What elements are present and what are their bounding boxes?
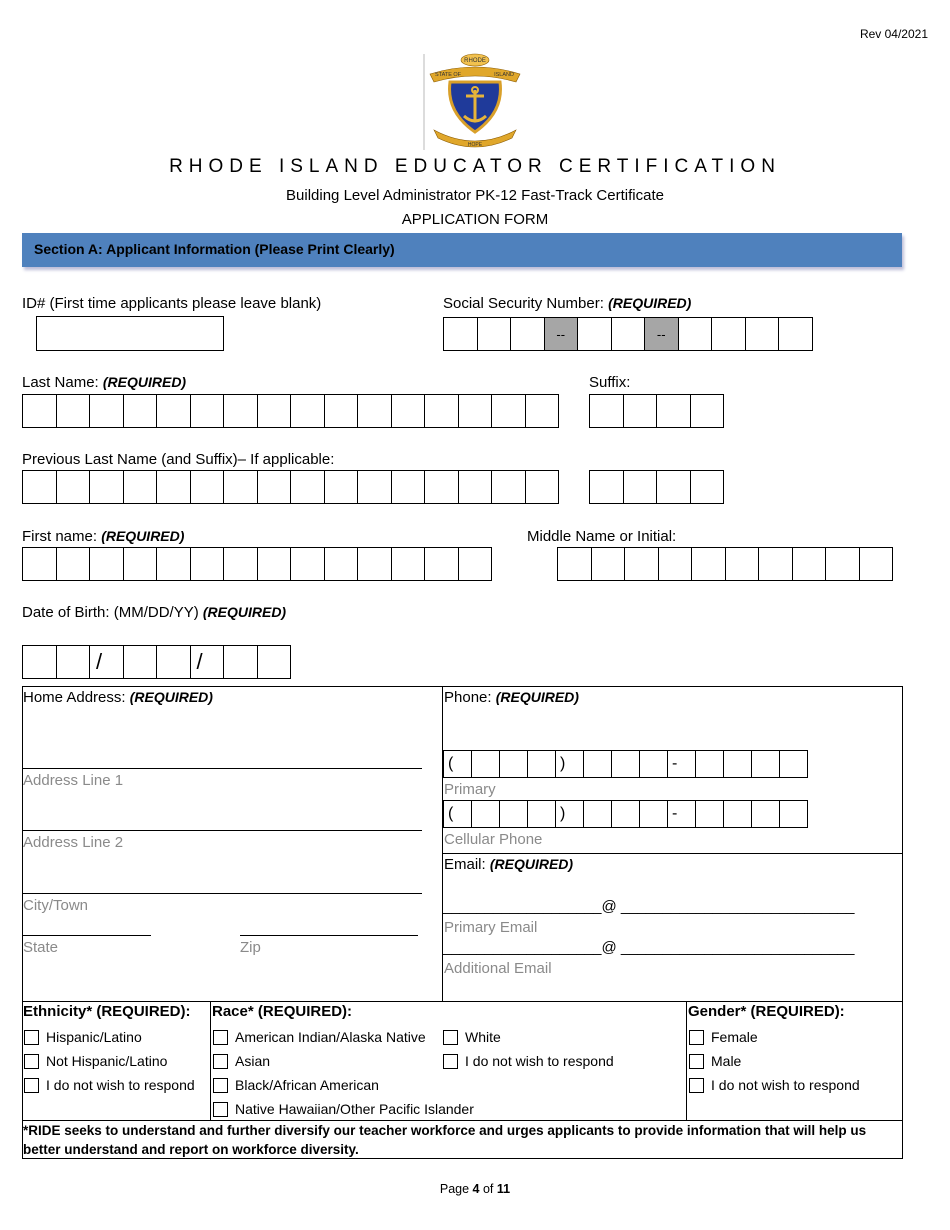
- checkbox[interactable]: [689, 1030, 704, 1045]
- letter-cell[interactable]: [191, 547, 225, 581]
- ssn-cell[interactable]: [612, 317, 646, 351]
- letter-cell[interactable]: [325, 547, 359, 581]
- letter-cell[interactable]: [90, 470, 124, 504]
- checkbox[interactable]: [213, 1030, 228, 1045]
- phone-cell[interactable]: [528, 750, 556, 778]
- option-label: I do not wish to respond: [465, 1053, 614, 1069]
- option-label: Native Hawaiian/Other Pacific Islander: [235, 1101, 474, 1117]
- race-option[interactable]: [213, 1098, 474, 1120]
- option-label: Male: [711, 1053, 742, 1069]
- diversity-note: *RIDE seeks to understand and further diversify our teacher workforce and urges applicants to provide information that will help us better understand and report on workforce diversity.: [23, 1123, 867, 1157]
- option-label: Female: [711, 1029, 758, 1045]
- letter-cell[interactable]: [592, 547, 626, 581]
- of-word: of: [482, 1182, 494, 1196]
- letter-cell[interactable]: [124, 394, 158, 428]
- last-name-label-group: [22, 374, 186, 391]
- page-total: 11: [496, 1182, 511, 1196]
- id-input[interactable]: [36, 316, 224, 351]
- gender-option[interactable]: [689, 1050, 860, 1072]
- letter-cell[interactable]: [860, 547, 894, 581]
- checkbox[interactable]: [213, 1054, 228, 1069]
- phone-cell[interactable]: [640, 800, 668, 828]
- dob-label-group: [22, 604, 286, 621]
- letter-cell[interactable]: [325, 470, 359, 504]
- checkbox[interactable]: [24, 1030, 39, 1045]
- dob-cell[interactable]: [224, 645, 258, 679]
- ssn-required: (REQUIRED): [608, 295, 692, 311]
- race-option[interactable]: [443, 1050, 614, 1072]
- phone-cell[interactable]: [500, 750, 528, 778]
- letter-cell[interactable]: [124, 547, 158, 581]
- phone-open-paren: (: [448, 755, 454, 772]
- checkbox[interactable]: [24, 1054, 39, 1069]
- ethnicity-option[interactable]: [24, 1074, 195, 1096]
- phone-cell[interactable]: [780, 800, 808, 828]
- dob-cell[interactable]: [258, 645, 292, 679]
- phone-cell[interactable]: [444, 800, 472, 828]
- race-option[interactable]: [213, 1050, 474, 1072]
- dob-required: (REQUIRED): [202, 604, 287, 620]
- first-name-label: First name:: [22, 528, 98, 545]
- ethnicity-option[interactable]: [24, 1050, 195, 1072]
- letter-cell[interactable]: [157, 470, 191, 504]
- home-address-required: (REQUIRED): [129, 689, 213, 705]
- letter-cell[interactable]: [224, 547, 258, 581]
- letter-cell[interactable]: [124, 470, 158, 504]
- phone-cell[interactable]: [556, 800, 584, 828]
- letter-cell[interactable]: [759, 547, 793, 581]
- phone-required: (REQUIRED): [495, 689, 579, 705]
- phone-cell[interactable]: [696, 750, 724, 778]
- ssn-cell[interactable]: [712, 317, 746, 351]
- option-label: Not Hispanic/Latino: [46, 1053, 168, 1069]
- middle-name-input[interactable]: [557, 547, 893, 581]
- letter-cell[interactable]: [258, 394, 292, 428]
- dob-input[interactable]: [22, 645, 291, 679]
- ssn-cell[interactable]: [779, 317, 813, 351]
- ssn-cell[interactable]: [511, 317, 545, 351]
- cellular-phone-caption: Cellular Phone: [444, 831, 543, 848]
- phone-cell[interactable]: [584, 800, 612, 828]
- page-current: 4: [472, 1182, 480, 1196]
- letter-cell[interactable]: [258, 547, 292, 581]
- letter-cell[interactable]: [691, 470, 725, 504]
- dob-separator: /: [96, 649, 103, 674]
- race-gender-divider: [686, 1001, 687, 1120]
- phone-cell[interactable]: [780, 750, 808, 778]
- phone-email-divider: [442, 853, 903, 854]
- dob-cell[interactable]: [23, 645, 57, 679]
- dob-cell[interactable]: [90, 645, 124, 679]
- dob-cell[interactable]: [157, 645, 191, 679]
- letter-cell[interactable]: [291, 470, 325, 504]
- race-option[interactable]: [443, 1026, 614, 1048]
- phone-cell[interactable]: [752, 800, 780, 828]
- letter-cell[interactable]: [624, 470, 658, 504]
- letter-cell[interactable]: [558, 547, 592, 581]
- ssn-input[interactable]: [443, 317, 813, 351]
- seal-left-text: STATE OF: [434, 72, 462, 78]
- letter-cell[interactable]: [425, 547, 459, 581]
- rhode-island-seal-logo: [420, 52, 530, 152]
- phone-cell[interactable]: [752, 750, 780, 778]
- id-label: ID# (First time applicants please leave blank): [22, 295, 322, 312]
- email-label: Email:: [444, 856, 486, 873]
- letter-cell[interactable]: [459, 394, 493, 428]
- section-a-header: [22, 233, 902, 267]
- last-name-label: Last Name:: [22, 374, 99, 391]
- phone-open-paren: (: [448, 805, 454, 822]
- city-caption: City/Town: [23, 897, 89, 914]
- dob-label: Date of Birth: (MM/DD/YY): [22, 604, 199, 621]
- home-address-label: Home Address:: [23, 689, 126, 706]
- option-label: Black/African American: [235, 1077, 379, 1093]
- race-option[interactable]: [213, 1074, 474, 1096]
- checkbox[interactable]: [689, 1078, 704, 1093]
- address-line1-caption: Address Line 1: [23, 772, 124, 789]
- seal-bottom-text: HOPE: [467, 142, 483, 148]
- email-required: (REQUIRED): [489, 856, 574, 872]
- gender-option[interactable]: [689, 1074, 860, 1096]
- phone-dash: -: [672, 755, 678, 772]
- revision-date: Rev 04/2021: [859, 27, 928, 41]
- ssn-separator: --: [645, 317, 679, 351]
- ethnicity-race-divider: [210, 1001, 211, 1120]
- gender-options: [689, 1026, 860, 1096]
- phone-cell[interactable]: [612, 750, 640, 778]
- address-line2-input[interactable]: [23, 830, 422, 831]
- phone-cell[interactable]: [528, 800, 556, 828]
- email-label-group: [444, 856, 573, 873]
- option-label: White: [465, 1029, 501, 1045]
- primary-email-input[interactable]: ___________________@ ____________________________: [443, 898, 855, 915]
- middle-name-label: Middle Name or Initial:: [527, 528, 677, 545]
- race-title: Race* (REQUIRED):: [212, 1003, 353, 1020]
- letter-cell[interactable]: [590, 394, 624, 428]
- ethnicity-options: [24, 1026, 195, 1096]
- first-name-required: (REQUIRED): [101, 528, 185, 544]
- letter-cell[interactable]: [726, 547, 760, 581]
- letter-cell[interactable]: [358, 394, 392, 428]
- letter-cell[interactable]: [224, 394, 258, 428]
- letter-cell[interactable]: [459, 470, 493, 504]
- ssn-cell[interactable]: [444, 317, 478, 351]
- address-line1-input[interactable]: [23, 768, 422, 769]
- letter-cell[interactable]: [526, 470, 560, 504]
- ssn-separator: --: [545, 317, 579, 351]
- letter-cell[interactable]: [291, 547, 325, 581]
- letter-cell[interactable]: [793, 547, 827, 581]
- phone-cell[interactable]: [668, 800, 696, 828]
- phone-label: Phone:: [444, 689, 492, 706]
- letter-cell[interactable]: [526, 394, 560, 428]
- ethnicity-title: Ethnicity* (REQUIRED):: [23, 1003, 191, 1020]
- letter-cell[interactable]: [191, 470, 225, 504]
- ssn-cell[interactable]: [746, 317, 780, 351]
- gender-option[interactable]: [689, 1026, 860, 1048]
- phone-cell[interactable]: [612, 800, 640, 828]
- seal-right-text: ISLAND: [494, 72, 514, 78]
- letter-cell[interactable]: [157, 394, 191, 428]
- ssn-label: Social Security Number:: [443, 295, 604, 312]
- previous-last-name-input[interactable]: [22, 470, 559, 504]
- race-options-col2: [443, 1026, 614, 1072]
- option-label: Asian: [235, 1053, 271, 1069]
- letter-cell[interactable]: [57, 470, 91, 504]
- dob-cell[interactable]: [124, 645, 158, 679]
- ssn-cell[interactable]: [679, 317, 713, 351]
- phone-cell[interactable]: [472, 750, 500, 778]
- state-caption: State: [23, 939, 59, 956]
- race-option[interactable]: [213, 1026, 474, 1048]
- dob-cell[interactable]: [191, 645, 225, 679]
- suffix-input[interactable]: [589, 394, 724, 428]
- ssn-label-group: [443, 295, 691, 312]
- phone-cell[interactable]: [472, 800, 500, 828]
- state-input[interactable]: [23, 935, 151, 936]
- demographics-top-divider: [22, 1001, 903, 1002]
- last-name-input[interactable]: [22, 394, 559, 428]
- checkbox[interactable]: [443, 1030, 458, 1045]
- letter-cell[interactable]: [492, 470, 526, 504]
- phone-cell[interactable]: [500, 800, 528, 828]
- letter-cell[interactable]: [90, 547, 124, 581]
- letter-cell[interactable]: [291, 394, 325, 428]
- address-line2-caption: Address Line 2: [23, 834, 124, 851]
- letter-cell[interactable]: [392, 470, 426, 504]
- letter-cell[interactable]: [624, 394, 658, 428]
- phone-cell[interactable]: [444, 750, 472, 778]
- letter-cell[interactable]: [224, 470, 258, 504]
- primary-email-caption: Primary Email: [444, 919, 538, 936]
- phone-dash: -: [672, 805, 678, 822]
- home-address-label-group: [23, 689, 213, 706]
- ssn-cell[interactable]: [578, 317, 612, 351]
- primary-phone-input[interactable]: [443, 750, 808, 778]
- letter-cell[interactable]: [692, 547, 726, 581]
- letter-cell[interactable]: [23, 470, 57, 504]
- checkbox[interactable]: [24, 1078, 39, 1093]
- letter-cell[interactable]: [191, 394, 225, 428]
- additional-email-input[interactable]: ___________________@ ____________________________: [443, 939, 855, 956]
- option-label: American Indian/Alaska Native: [235, 1029, 426, 1045]
- zip-caption: Zip: [240, 939, 261, 956]
- last-name-required: (REQUIRED): [102, 374, 187, 390]
- race-options-col1: [213, 1026, 474, 1120]
- letter-cell[interactable]: [625, 547, 659, 581]
- phone-cell[interactable]: [584, 750, 612, 778]
- suffix-label: Suffix:: [589, 374, 631, 391]
- letter-cell[interactable]: [57, 394, 91, 428]
- letter-cell[interactable]: [57, 547, 91, 581]
- checkbox[interactable]: [689, 1054, 704, 1069]
- phone-label-group: [444, 689, 579, 706]
- letter-cell[interactable]: [425, 394, 459, 428]
- phone-close-paren: ): [560, 755, 566, 772]
- primary-phone-caption: Primary: [444, 781, 496, 798]
- cellular-phone-input[interactable]: [443, 800, 808, 828]
- letter-cell[interactable]: [657, 470, 691, 504]
- option-label: I do not wish to respond: [711, 1077, 860, 1093]
- city-input[interactable]: [23, 893, 422, 894]
- dob-separator: /: [196, 649, 203, 674]
- seal-top-text: RHODE: [464, 58, 486, 64]
- letter-cell[interactable]: [23, 394, 57, 428]
- previous-suffix-input[interactable]: [589, 470, 724, 504]
- letter-cell[interactable]: [325, 394, 359, 428]
- document-subtitle: Building Level Administrator PK-12 Fast-Track Certificate: [286, 187, 664, 204]
- letter-cell[interactable]: [358, 470, 392, 504]
- letter-cell[interactable]: [459, 547, 493, 581]
- letter-cell[interactable]: [590, 470, 624, 504]
- ssn-cell[interactable]: [478, 317, 512, 351]
- checkbox[interactable]: [443, 1054, 458, 1069]
- phone-cell[interactable]: [640, 750, 668, 778]
- phone-cell[interactable]: [724, 750, 752, 778]
- zip-input[interactable]: [240, 935, 418, 936]
- letter-cell[interactable]: [691, 394, 725, 428]
- phone-cell[interactable]: [696, 800, 724, 828]
- option-label: I do not wish to respond: [46, 1077, 195, 1093]
- page-number: [0, 1182, 950, 1196]
- document-title: RHODE ISLAND EDUCATOR CERTIFICATION: [169, 156, 781, 177]
- phone-close-paren: ): [560, 805, 566, 822]
- page-word: Page: [439, 1182, 470, 1196]
- form-name: APPLICATION FORM: [401, 211, 549, 228]
- letter-cell[interactable]: [157, 547, 191, 581]
- letter-cell[interactable]: [659, 547, 693, 581]
- letter-cell[interactable]: [826, 547, 860, 581]
- additional-email-caption: Additional Email: [444, 960, 552, 977]
- letter-cell[interactable]: [425, 470, 459, 504]
- section-a-title: Section A: Applicant Information (Please Print Clearly): [34, 241, 395, 257]
- letter-cell[interactable]: [492, 394, 526, 428]
- first-name-label-group: [22, 528, 184, 545]
- gender-title: Gender* (REQUIRED):: [688, 1003, 845, 1020]
- checkbox[interactable]: [213, 1102, 228, 1117]
- dob-cell[interactable]: [57, 645, 91, 679]
- phone-cell[interactable]: [668, 750, 696, 778]
- first-name-input[interactable]: [22, 547, 492, 581]
- phone-cell[interactable]: [556, 750, 584, 778]
- letter-cell[interactable]: [258, 470, 292, 504]
- previous-last-name-label: Previous Last Name (and Suffix)– If applicable:: [22, 451, 335, 468]
- checkbox[interactable]: [213, 1078, 228, 1093]
- phone-cell[interactable]: [724, 800, 752, 828]
- ethnicity-option[interactable]: [24, 1026, 195, 1048]
- option-label: Hispanic/Latino: [46, 1029, 142, 1045]
- letter-cell[interactable]: [392, 394, 426, 428]
- letter-cell[interactable]: [90, 394, 124, 428]
- letter-cell[interactable]: [392, 547, 426, 581]
- letter-cell[interactable]: [358, 547, 392, 581]
- letter-cell[interactable]: [23, 547, 57, 581]
- letter-cell[interactable]: [657, 394, 691, 428]
